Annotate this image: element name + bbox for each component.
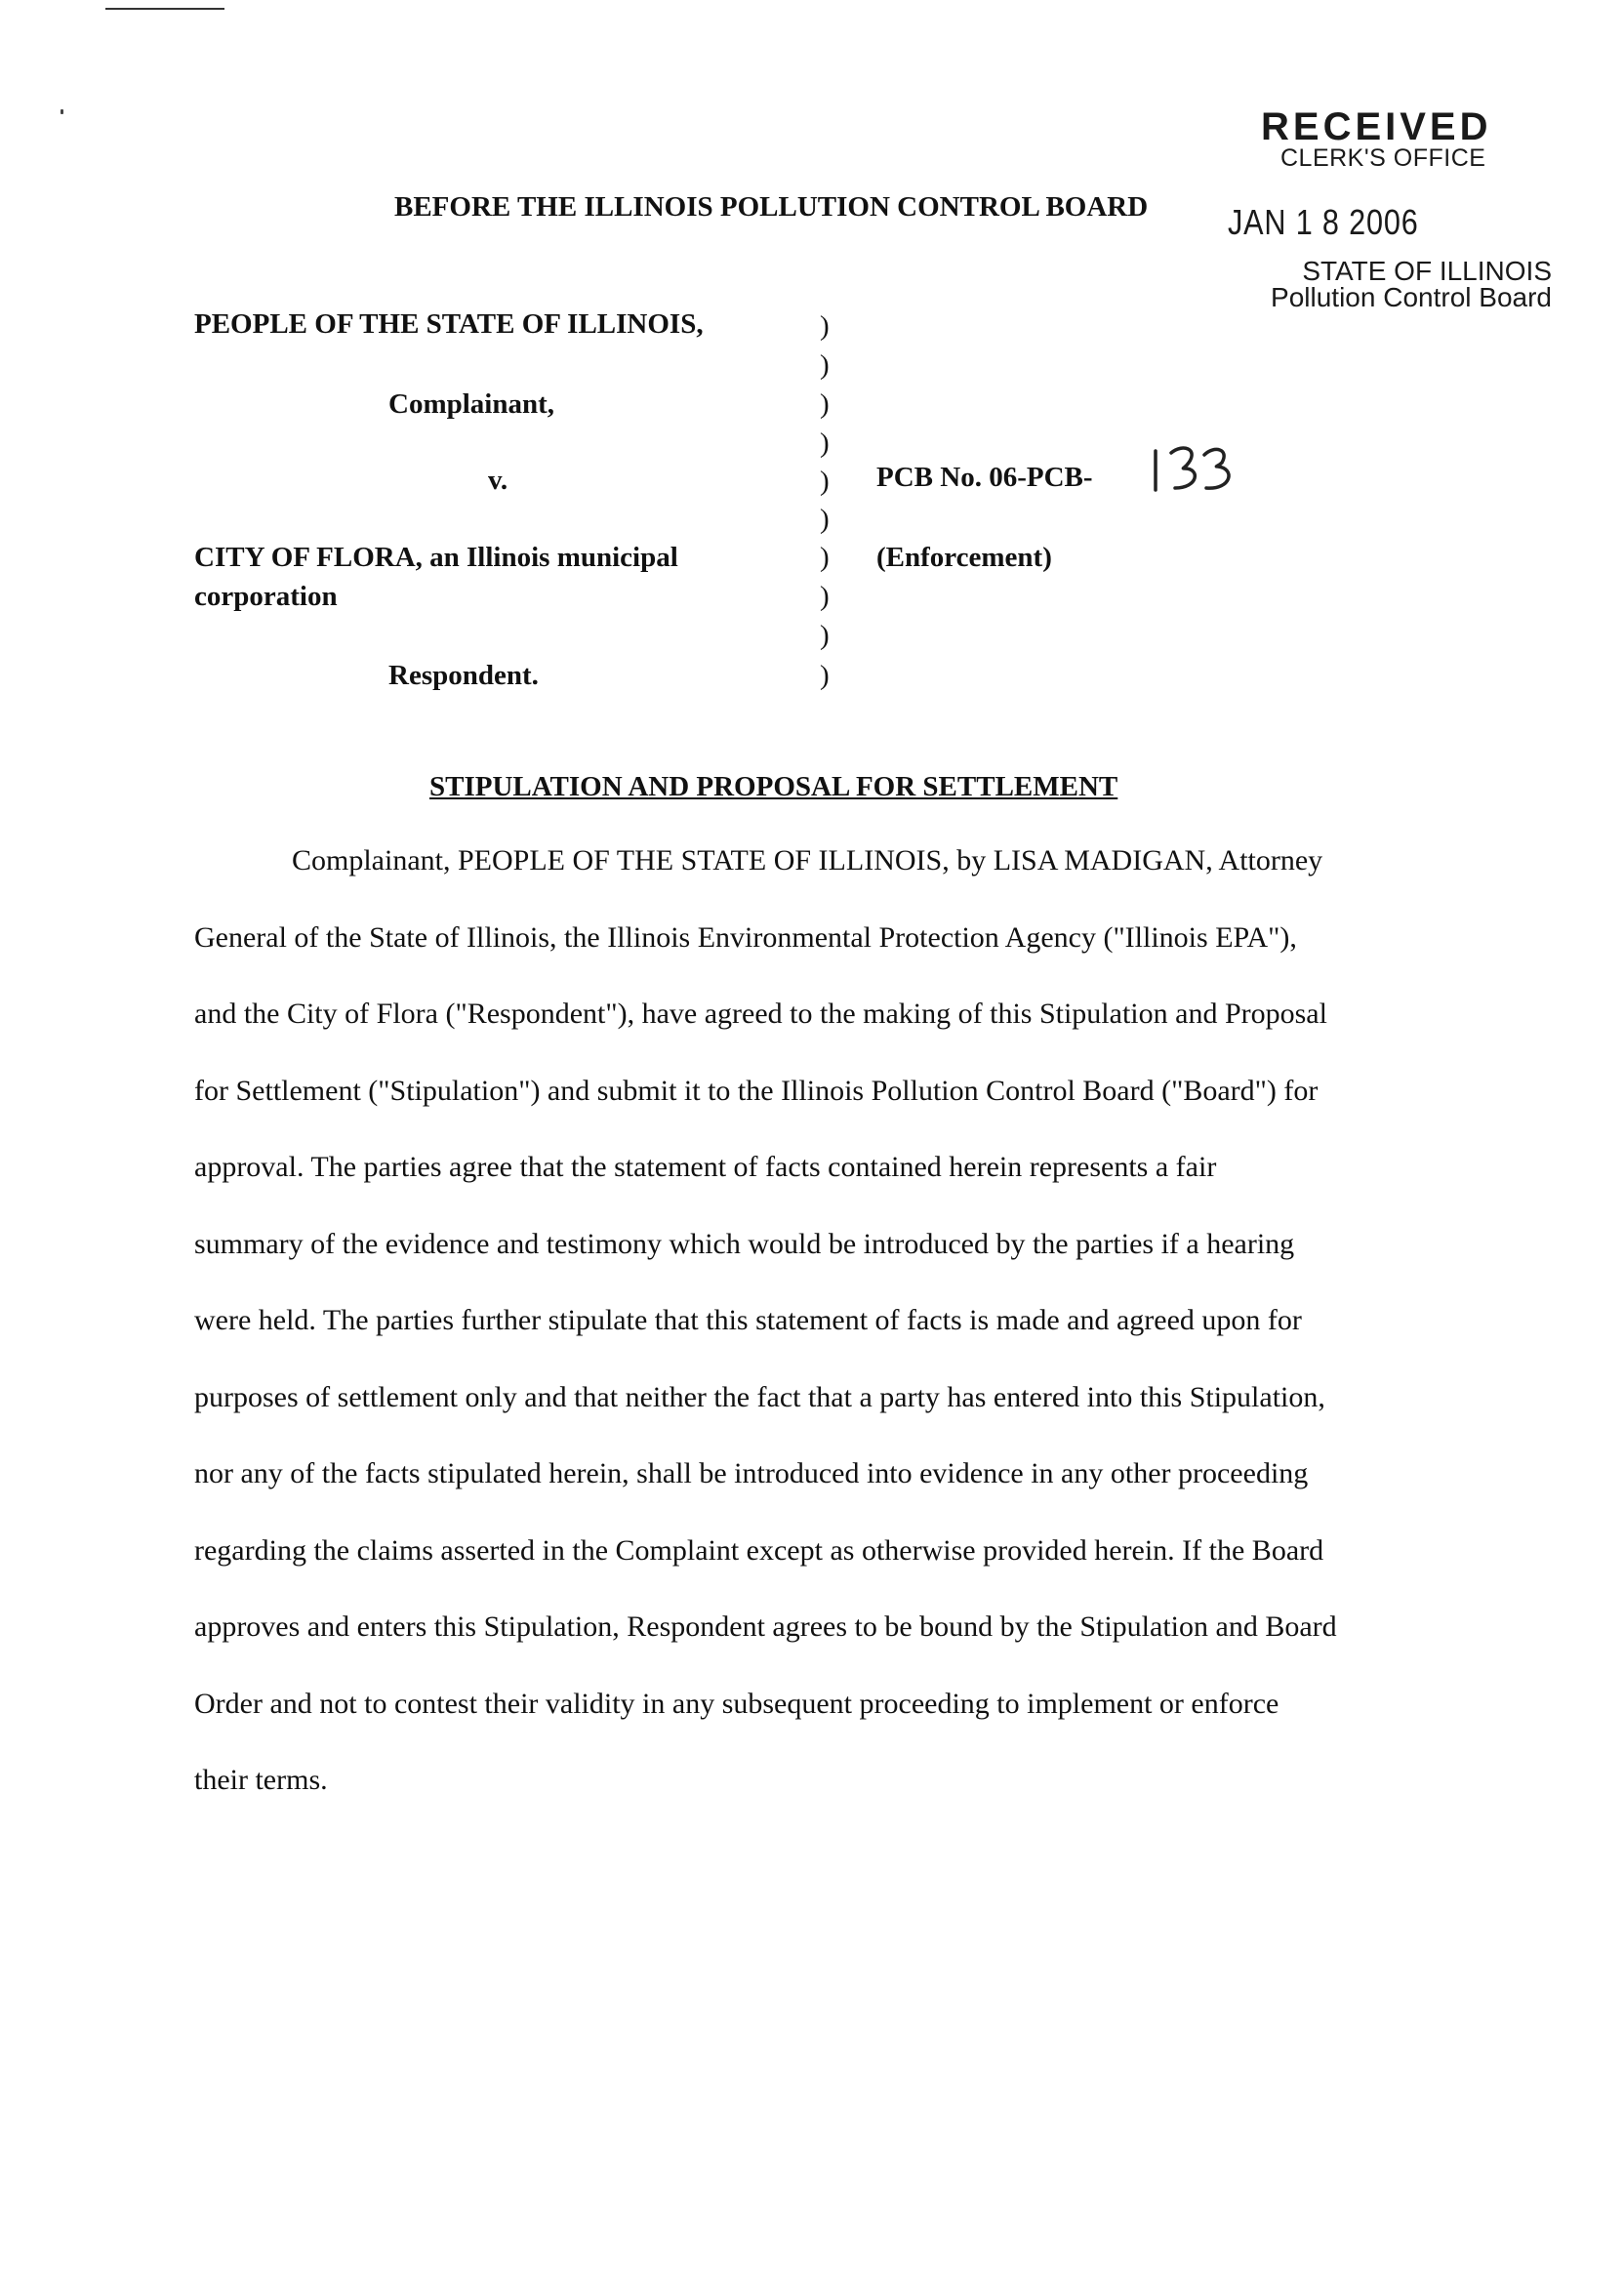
- stamp-received-text: RECEIVED: [1261, 105, 1492, 148]
- paragraph-line: summary of the evidence and testimony which would be introduced by the parties if a hearing: [194, 1227, 1295, 1260]
- scan-artifact-line: [105, 8, 224, 10]
- case-type: (Enforcement): [876, 542, 1052, 573]
- stamp-state-block: [1259, 258, 1552, 310]
- paragraph-line: were held. The parties further stipulate that this statement of facts is made and agreed upon for: [194, 1304, 1302, 1336]
- caption-paren: ): [820, 504, 830, 535]
- versus-label: v.: [488, 465, 508, 496]
- paragraph-line: nor any of the facts stipulated herein, shall be introduced into evidence in any other proceeding: [194, 1457, 1309, 1489]
- document-heading: STIPULATION AND PROPOSAL FOR SETTLEMENT: [429, 771, 1118, 802]
- stamp-state-text: STATE OF ILLINOIS: [1302, 256, 1552, 286]
- handwritten-case-number: [1150, 439, 1247, 498]
- case-number-label: PCB No. 06-PCB-: [876, 462, 1093, 493]
- paragraph-line: purposes of settlement only and that neither the fact that a party has entered into this Stipulation,: [194, 1380, 1325, 1413]
- paragraph-line: approval. The parties agree that the statement of facts contained herein represents a fair: [194, 1151, 1217, 1183]
- caption-paren: ): [820, 428, 830, 459]
- respondent-name-line2: corporation: [194, 581, 338, 612]
- paragraph-line: Order and not to contest their validity in any subsequent proceeding to implement or enforce: [194, 1687, 1279, 1720]
- stamp-date: JAN 1 8 2006: [1228, 202, 1419, 242]
- caption-paren: ): [820, 349, 830, 381]
- stamp-office-text: CLERK'S OFFICE: [1280, 144, 1486, 172]
- stamp-board-text: Pollution Control Board: [1271, 282, 1552, 312]
- caption-paren: ): [820, 620, 830, 651]
- caption-paren: ): [820, 542, 830, 573]
- caption-paren: ): [820, 388, 830, 420]
- stipulation-paragraph: [194, 841, 1482, 1838]
- caption-paren: ): [820, 660, 830, 691]
- paragraph-line: and the City of Flora ("Respondent"), have agreed to the making of this Stipulation and Proposal: [194, 998, 1327, 1030]
- board-title: BEFORE THE ILLINOIS POLLUTION CONTROL BOARD: [394, 191, 1149, 223]
- paragraph-line: General of the State of Illinois, the Illinois Environmental Protection Agency ("Illinois EPA"),: [194, 920, 1297, 954]
- caption-paren: ): [820, 581, 830, 612]
- respondent-name-line1: CITY OF FLORA, an Illinois municipal: [194, 542, 678, 573]
- caption-paren: ): [820, 466, 830, 497]
- respondent-role: Respondent.: [388, 660, 539, 691]
- scan-speck: [61, 109, 63, 114]
- paragraph-line: for Settlement ("Stipulation") and submit it to the Illinois Pollution Control Board ("Board") for: [194, 1074, 1319, 1107]
- complainant-name: PEOPLE OF THE STATE OF ILLINOIS,: [194, 308, 704, 340]
- paragraph-line: approves and enters this Stipulation, Respondent agrees to be bound by the Stipulation and Board: [194, 1610, 1337, 1643]
- paragraph-line: regarding the claims asserted in the Complaint except as otherwise provided herein. If the Board: [194, 1533, 1324, 1567]
- paragraph-line: Complainant, PEOPLE OF THE STATE OF ILLINOIS, by LISA MADIGAN, Attorney: [292, 844, 1323, 876]
- complainant-role: Complainant,: [388, 388, 555, 420]
- paragraph-line: their terms.: [194, 1764, 328, 1796]
- caption-paren: ): [820, 310, 830, 342]
